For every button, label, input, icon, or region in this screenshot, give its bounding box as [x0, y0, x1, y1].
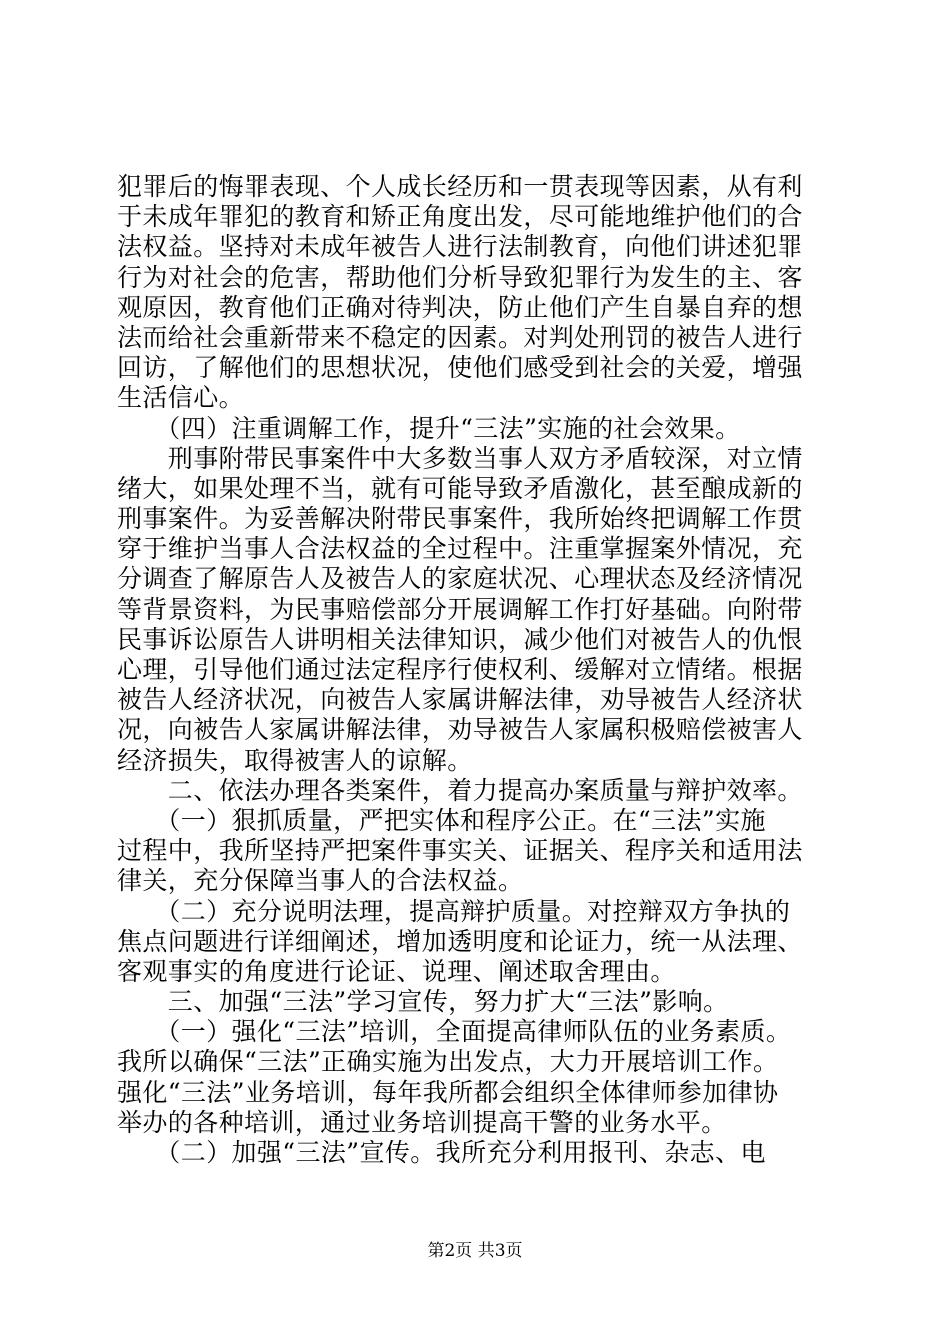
text-line: 民事诉讼原告人讲明相关法律知识，减少他们对被告人的仇恨	[117, 624, 803, 654]
text-line: 律关，充分保障当事人的合法权益。	[117, 866, 524, 896]
text-line: （一）狠抓质量，严把实体和程序公正。在“三法”实施	[117, 805, 766, 835]
text-line: 犯罪后的悔罪表现、个人成长经历和一贯表现等因素，从有利	[117, 172, 803, 201]
text-line: 焦点问题进行详细阐述，增加透明度和论证力，统一从法理、	[117, 926, 803, 956]
text-line: 生活信心。	[117, 383, 245, 413]
body-text	[117, 172, 847, 1168]
text-line: （一）强化“三法”培训，全面提高律师队伍的业务素质。	[117, 1017, 792, 1047]
text-line: 穿于维护当事人合法权益的全过程中。注重掌握案外情况，充	[117, 534, 803, 564]
section-heading: （四）注重调解工作，提升“三法”实施的社会效果。	[117, 413, 741, 443]
text-line: 法权益。坚持对未成年被告人进行法制教育，向他们讲述犯罪	[117, 232, 803, 262]
text-line: 心理，引导他们通过法定程序行使权利、缓解对立情绪。根据	[117, 655, 803, 684]
text-line: 观原因，教育他们正确对待判决，防止他们产生自暴自弃的想	[117, 292, 803, 322]
text-line: 等背景资料，为民事赔偿部分开展调解工作打好基础。向附带	[117, 594, 803, 624]
text-line: 法而给社会重新带来不稳定的因素。对判处刑罚的被告人进行	[117, 322, 803, 352]
text-line: 行为对社会的危害，帮助他们分析导致犯罪行为发生的主、客	[117, 262, 803, 292]
text-line: 经济损失，取得被害人的谅解。	[117, 745, 473, 775]
section-heading: 三、加强“三法”学习宣传，努力扩大“三法”影响。	[117, 987, 729, 1017]
page-number: 第2页 共3页	[427, 1241, 523, 1261]
text-line: 过程中，我所坚持严把案件事实关、证据关、程序关和适用法	[117, 836, 803, 866]
text-line: 刑事案件。为妥善解决附带民事案件，我所始终把调解工作贯	[117, 504, 803, 534]
text-line: 绪大，如果处理不当，就有可能导致矛盾激化，甚至酿成新的	[117, 473, 803, 503]
page-footer	[0, 1241, 950, 1261]
section-heading: 二、依法办理各类案件，着力提高办案质量与辩护效率。	[117, 775, 803, 805]
text-line: 分调查了解原告人及被告人的家庭状况、心理状态及经济情况	[117, 564, 803, 594]
text-line: 强化“三法”业务培训，每年我所都会组织全体律师参加律协	[117, 1077, 779, 1107]
text-line: 于未成年罪犯的教育和矫正角度出发，尽可能地维护他们的合	[117, 202, 803, 232]
text-line: 刑事附带民事案件中大多数当事人双方矛盾较深，对立情	[117, 443, 803, 473]
text-line: 举办的各种培训，通过业务培训提高干警的业务水平。	[117, 1107, 727, 1137]
text-line: 回访，了解他们的思想状况，使他们感受到社会的关爱，增强	[117, 353, 803, 383]
text-line: （二）加强“三法”宣传。我所充分利用报刊、杂志、电	[117, 1138, 766, 1167]
text-line: 被告人经济状况，向被告人家属讲解法律，劝导被告人经济状	[117, 685, 803, 715]
text-line: （二）充分说明法理，提高辩护质量。对控辩双方争执的	[117, 896, 791, 926]
text-line: 况，向被告人家属讲解法律，劝导被告人家属积极赔偿被害人	[117, 715, 803, 745]
text-line: 客观事实的角度进行论证、说理、阐述取舍理由。	[117, 956, 676, 986]
text-line: 我所以确保“三法”正确实施为出发点，大力开展培训工作。	[117, 1047, 779, 1077]
